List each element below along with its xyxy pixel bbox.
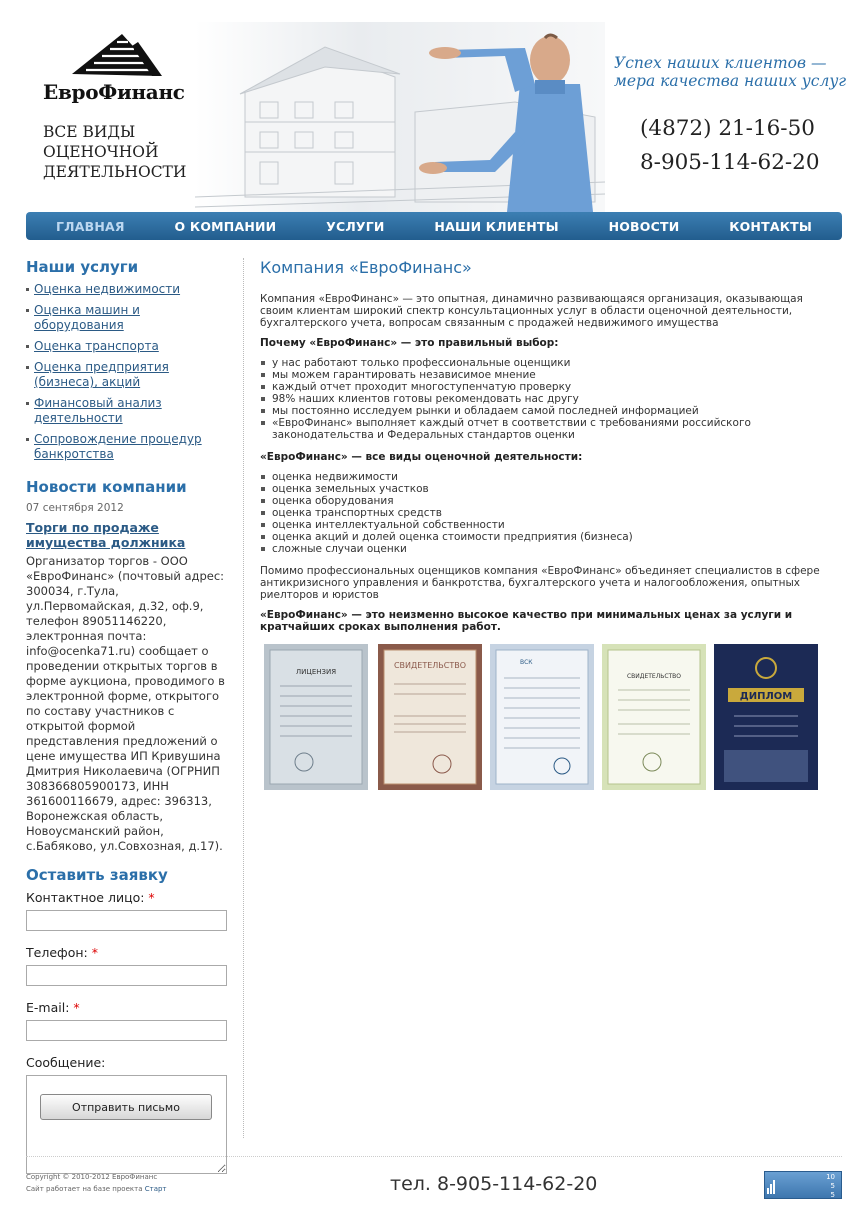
slogan <box>614 54 864 90</box>
phone-label-text: Телефон: <box>26 945 88 960</box>
header-phone-2[interactable]: 8-905-114-62-20 <box>640 150 820 175</box>
closing-text: «ЕвроФинанс» — это неизменно высокое качество при минимальных ценах за услуги и кратчайших сроках выполнения работ. <box>260 609 793 633</box>
news-title: Новости компании <box>26 478 187 496</box>
powered-by-text: Сайт работает на базе проекта <box>26 1185 143 1193</box>
phone-label <box>26 945 231 960</box>
services-list <box>26 282 231 462</box>
header <box>0 0 868 212</box>
tagline-line: ДЕЯТЕЛЬНОСТИ <box>43 163 187 181</box>
start-link[interactable]: Старт <box>144 1185 167 1193</box>
why-title: Почему «ЕвроФинанс» — это правильный выбор: <box>260 337 559 349</box>
nav-news[interactable]: НОВОСТИ <box>608 218 680 234</box>
message-label: Сообщение: <box>26 1055 106 1070</box>
contact-label <box>26 890 231 905</box>
staff-text: Помимо профессиональных оценщиков компания «ЕвроФинанс» объединяет специалистов в сфере антикризисного управления и банкротства, бухгалтерского учета и налогообложения, опытных риелторов и юристов <box>260 565 820 601</box>
visit-counter[interactable] <box>764 1171 842 1199</box>
email-label-text: E-mail: <box>26 1000 70 1015</box>
form-title: Оставить заявку <box>26 866 168 884</box>
news-text: Организатор торгов - ООО «ЕвроФинанс» (почтовый адрес: 300034, г.Тула, ул.Первомайская, д.32, оф.9, телефон 89051146220, электронная почта: info@ocenka71.ru) сообщает о проведении открытых торгов в форме аукциона, проводимого в электронной форме, открытого по составу участников с открытой формой представления предложений о цене имущества ИП Кривушина Дмитрия Николаевича (ОГРНИП 308366805900173, ИНН 361600116679, адрес: 396313, Воронежская область, Новоусманский район, с.Бабяково, ул.Совхозная, д.17). <box>26 554 225 853</box>
list-item <box>26 282 231 297</box>
list-item: оценка транспортных средств <box>260 507 820 519</box>
main-content <box>260 258 820 702</box>
list-item: «ЕвроФинанс» выполняет каждый отчет в соответствии с требованиями российского законодательства и Федеральных стандартов оценки <box>260 417 820 441</box>
footer <box>26 1156 842 1206</box>
powered-by <box>26 1185 167 1193</box>
list-item <box>26 432 231 462</box>
list-item: мы постоянно исследуем рынки и обладаем самой последней информацией <box>260 405 820 417</box>
tagline-line: ОЦЕНОЧНОЙ <box>43 143 159 161</box>
email-label <box>26 1000 231 1015</box>
email-input[interactable] <box>26 1020 227 1041</box>
hero-image <box>195 22 605 212</box>
header-phone-1[interactable]: (4872) 21-16-50 <box>640 116 815 141</box>
submit-button[interactable]: Отправить письмо <box>40 1094 212 1120</box>
certificate-svidetelstvo-1[interactable] <box>378 644 482 790</box>
counter-value: 10 <box>826 1173 835 1181</box>
brand-name: ЕвроФинанс <box>43 80 185 104</box>
certificate-label: СВИДЕТЕЛЬСТВО <box>626 673 682 680</box>
contact-input[interactable] <box>26 910 227 931</box>
copyright: Copyright © 2010-2012 ЕвроФинанс <box>26 1173 158 1181</box>
kinds-list <box>260 471 820 555</box>
service-link[interactable]: Оценка недвижимости <box>34 282 181 296</box>
counter-chart-icon <box>767 1178 777 1194</box>
list-item: каждый отчет проходит многоступенчатую проверку <box>260 381 820 393</box>
counter-value: 5 <box>830 1182 835 1190</box>
nav-services[interactable]: УСЛУГИ <box>326 218 385 234</box>
list-item: сложные случаи оценки <box>260 543 820 555</box>
certificate-license[interactable] <box>264 644 368 790</box>
list-item: оценка недвижимости <box>260 471 820 483</box>
phone-input[interactable] <box>26 965 227 986</box>
list-item <box>26 303 231 333</box>
list-item: оценка интеллектуальной собственности <box>260 519 820 531</box>
page-title: Компания «ЕвроФинанс» <box>260 258 472 277</box>
footer-phone[interactable]: тел. 8-905-114-62-20 <box>390 1173 598 1195</box>
contact-label-text: Контактное лицо: <box>26 890 145 905</box>
nav-contacts[interactable]: КОНТАКТЫ <box>729 218 812 234</box>
list-item: у нас работают только профессиональные оценщики <box>260 357 820 369</box>
main-nav <box>26 212 842 240</box>
service-link[interactable]: Сопровождение процедур банкротства <box>34 432 202 461</box>
intro-text: Компания «ЕвроФинанс» — это опытная, динамично развивающаяся организация, оказывающая своим клиентам широкий спектр консультационных услуг в области оценочной деятельности, бухгалтерского учета, вопросам связанным с продажей недвижимого имущества <box>260 293 803 329</box>
list-item: оценка земельных участков <box>260 483 820 495</box>
list-item <box>26 339 231 354</box>
list-item: мы можем гарантировать независимое мнение <box>260 369 820 381</box>
list-item: оценка оборудования <box>260 495 820 507</box>
counter-value: 5 <box>830 1191 835 1199</box>
certificate-label: ЛИЦЕНЗИЯ <box>295 668 337 676</box>
certificate-vsk[interactable] <box>490 644 594 790</box>
certificate-label: СВИДЕТЕЛЬСТВО <box>393 661 467 670</box>
certificate-svidetelstvo-2[interactable] <box>602 644 706 790</box>
why-list <box>260 357 820 441</box>
required-mark: * <box>91 945 98 960</box>
service-link[interactable]: Оценка машин и оборудования <box>34 303 140 332</box>
certificate-label: ВСК <box>520 659 533 666</box>
list-item <box>26 360 231 390</box>
column-divider <box>243 258 244 1138</box>
slogan-line: мера качества наших услуг <box>614 72 847 90</box>
list-item <box>26 396 231 426</box>
news-date: 07 сентября 2012 <box>26 502 124 514</box>
slogan-line: Успех наших клиентов — <box>614 54 827 72</box>
list-item: 98% наших клиентов готовы рекомендовать нас другу <box>260 393 820 405</box>
service-link[interactable]: Финансовый анализ деятельности <box>34 396 162 425</box>
nav-about[interactable]: О КОМПАНИИ <box>174 218 277 234</box>
list-item: оценка акций и долей оценка стоимости предприятия (бизнеса) <box>260 531 820 543</box>
certificates-gallery <box>260 644 820 794</box>
kinds-title: «ЕвроФинанс» — все виды оценочной деятельности: <box>260 451 583 463</box>
nav-home[interactable]: ГЛАВНАЯ <box>56 218 125 234</box>
nav-clients[interactable]: НАШИ КЛИЕНТЫ <box>434 218 559 234</box>
services-title: Наши услуги <box>26 258 139 276</box>
certificate-label: ДИПЛОМ <box>739 691 793 702</box>
sidebar <box>26 258 231 1174</box>
news-headline-link[interactable]: Торги по продаже имущества должника <box>26 520 186 550</box>
required-mark: * <box>73 1000 80 1015</box>
certificate-diploma[interactable] <box>714 644 818 790</box>
required-mark: * <box>148 890 155 905</box>
service-link[interactable]: Оценка транспорта <box>34 339 159 353</box>
tagline-line: ВСЕ ВИДЫ <box>43 123 136 141</box>
service-link[interactable]: Оценка предприятия (бизнеса), акций <box>34 360 169 389</box>
